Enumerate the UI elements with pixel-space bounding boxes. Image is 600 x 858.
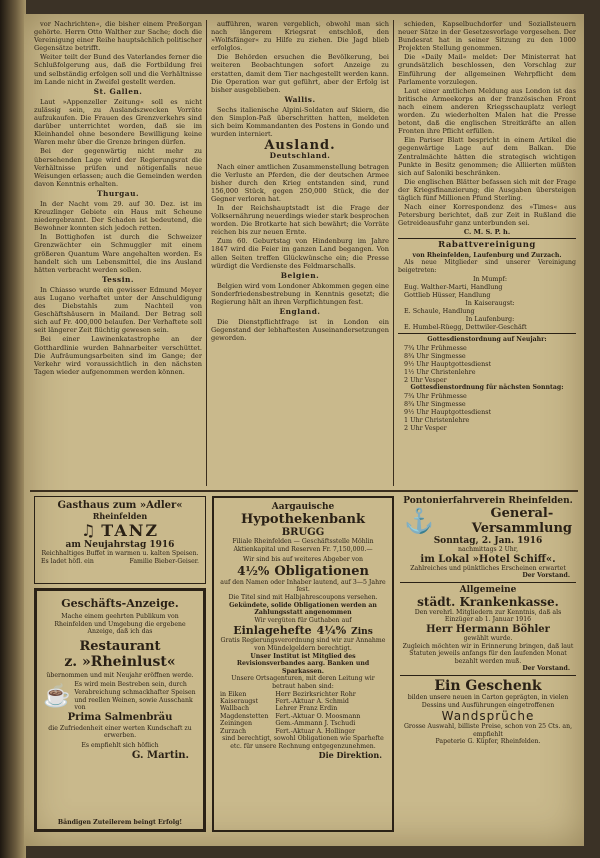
agencies-places — [220, 691, 275, 735]
article-paragraph: In der Nacht vom 29. auf 30. Dez. ist im Kreuzlinger Gebiete ein Haus mit Scheune niedergebrannt. Der Schaden ist bedeutend, die Bewohner konnten sich jedoch retten. — [34, 199, 202, 233]
article-paragraph: Die englischen Blätter befassen sich mit der Frage der Kriegsfinanzierung; die Ausgaben übersteigen täglich fünf Millionen Pfund Sterling. — [398, 177, 576, 202]
bank-product2: Einlagehefte — [233, 624, 312, 638]
agency-agent: Herr Bezirksrichter Rohr — [275, 690, 356, 698]
bank-desc5: Gratis Regierungsverordnung sind wir zur Annahme von Mündelgeldern berechtigt. — [220, 637, 386, 652]
ponton-note: Zahlreiches und pünktliches Erscheinen erwartet — [410, 564, 566, 572]
service-item: 9½ Uhr Hauptgottesdienst — [404, 359, 492, 368]
article-paragraph: In Chiasso wurde ein gewisser Edmund Meyer aus Lugano verhaftet unter der Anschuldigung des Diebstahls zum Nachteil von Geschäftshäusern in Mailand. Der Betrag soll sich auf Fr. 400,000 belaufen. Der Verhaftete soll seit längerer Zeit flüchtig gewesen sein. — [34, 285, 202, 335]
kk-title: städt. Krankenkasse. — [417, 594, 559, 609]
adler-title: Gasthaus zum »Adler« — [57, 500, 183, 511]
member-list — [398, 275, 576, 331]
bank-offer: Wir sind bis auf weiteres Abgeber von — [243, 556, 363, 564]
service-item: 1 Uhr Christenlehre — [404, 415, 470, 424]
rheinlust-head: Geschäfts-Anzeige. — [61, 597, 179, 610]
news-column-1 — [34, 20, 202, 490]
bank-rate1: 4½% — [237, 563, 270, 578]
kk-allg: Allgemeine — [459, 584, 517, 595]
adler-date: am Neujahrstag 1916 — [65, 540, 175, 550]
bank-rate2: 4¼% — [316, 624, 347, 638]
rheinlust-text2: übernommen und mit Neujahr eröffnen werde. — [46, 671, 194, 679]
ponton-date: Sonntag, 2. Jan. 1916 — [433, 536, 543, 546]
column-divider — [206, 20, 207, 486]
adler-ad — [34, 496, 206, 584]
rheinlust-name: z. »Rheinlust« — [64, 653, 176, 670]
ponton-time: nachmittags 2 Uhr, — [457, 546, 519, 553]
article-paragraph: vor Nachrichten«, die bisher einem Preßorgan gehörte. Herrn Otto Walther zur Sache; doch die Vereinigung einer Reihe hauptsächlich politischer Gegensätze betrifft. — [34, 20, 202, 53]
rheinlust-beer: Prima Salmenbräu — [67, 711, 173, 723]
article-paragraph: Zum 60. Geburtstag von Hindenburg im Jahre 1847 wird die Feier im ganzen Land begangen. Von allen Seiten treffen Glückwünsche ein; die Presse würdigt die Verdienste des Feldmarschalls. — [211, 237, 389, 270]
bank-zins: Zins — [351, 627, 373, 638]
agency-place: Kaiseraugst — [220, 697, 259, 705]
article-paragraph: Die Dienstpflichtfrage ist in London ein Gegenstand der lebhaftesten Auseinandersetzungen geworden. — [211, 318, 389, 343]
rheinlust-footer: Bändigen Zuteilerem beingt Erfolg! — [57, 819, 183, 827]
bank-product1: Obligationen — [274, 563, 369, 579]
bank-desc6: Unser Institut ist Mitglied des Revisionsverbandes aarg. Banken und Sparkassen. — [236, 652, 370, 675]
gift-wand-text: Grosse Auswahl, billiste Preise, schon von 25 Cts. an, empfiehlt — [403, 723, 573, 738]
newspaper-page — [24, 14, 584, 846]
adler-host: Familie Bieber-Geiser. — [129, 557, 199, 565]
service-item: 9½ Uhr Hauptgottesdienst — [404, 407, 492, 416]
article-paragraph: In Bottighofen ist durch die Schweizer Grenzwächter ein Schmuggler mit einem größeren Quantum Ware angehalten worden. Es handelt sich um Lebensmittel, die ins Ausland hätten verbracht werden sollen. — [34, 233, 202, 274]
article-paragraph: In der Reichshauptstadt ist die Frage der Volksernährung neuerdings wieder stark besprochen worden. Die Brotkarte hat sich bewährt; die Vorräte reichen bis zur neuen Ernte. — [211, 203, 389, 237]
kk-text2: gewählt wurde. — [463, 634, 513, 642]
section-heading: Belgien. — [280, 270, 320, 280]
bank-title: Hypothekenbank — [240, 512, 366, 527]
service-heading-newyear: Gottesdienstordnung auf Neujahr: — [427, 336, 547, 344]
agency-agent: Fert.-Aktuar A. Schmid — [275, 697, 349, 705]
rabatt-heading: Rabattvereinigung — [438, 240, 536, 251]
adler-invite: Es ladet höfl. ein — [41, 557, 94, 565]
article-paragraph: Sechs italienische Alpini-Soldaten auf Skiern, die den Simplon-Paß überschritten hatten, meldeten sich beim Kommandanten des Postens in Gondo und wurden interniert. — [211, 105, 389, 139]
agency-agent: Fert.-Aktuar A. Hollinger — [275, 727, 356, 735]
service-list-sunday — [398, 392, 576, 432]
service-list-newyear — [398, 344, 576, 384]
rheinlust-ad — [34, 588, 206, 832]
article-paragraph: Laut »Appenzeller Zeitung« soll es nicht zulässig sein, zu Auslandszwecken Vorräte aufzukaufen. Die Frauen des Grenzverkehrs sind darüber unterrichtet worden, daß sie im Kleinhandel ohne besondere Bewilligung keine Waren mehr über die Grenze bringen dürfen. — [34, 97, 202, 147]
section-heading: Deutschland. — [269, 151, 331, 161]
ads-divider — [30, 490, 578, 492]
article-paragraph: Nach einer amtlichen Zusammenstellung betragen die Verluste an Pferden, die der deutschen Armee bisher durch den Krieg entstanden sind, rund 156,000 Stück, gegen 250,000 Stück, die der Gegner verloren hat. — [211, 162, 389, 203]
section-heading: England. — [279, 307, 321, 317]
bank-capital: Aktienkapital und Reserven Fr. 7,150,000.— — [233, 545, 373, 553]
anchor-emblem-icon: ⚓ — [404, 507, 434, 535]
service-heading-sunday: Gottesdienstordnung für nächsten Sonntag: — [410, 383, 564, 391]
rheinlust-text4: die Zufriedenheit einer werten Kundschaft zu erwerben. — [48, 724, 192, 740]
service-item: 8¾ Uhr Singmesse — [404, 399, 466, 408]
kk-text: Den verehrl. Mitgliedern zur Kenntnis, daß als Einzüger ab 1. Januar 1916 — [414, 608, 562, 624]
bank-agencies-head: Unsere Ortsagenturen, mit deren Leitung wir betraut haben sind: — [231, 675, 375, 690]
article-paragraph: Die Behörden ersuchen die Bevölkerung, bei weiteren Beobachtungen sofort Anzeige zu erstatten, damit dem Tier nachgestellt werden kann. Die Operation war gut geführt, aber der Erfolg ist bisher ausgeblieben. — [211, 53, 389, 94]
kk-sign: Der Vorstand. — [522, 665, 570, 673]
agency-place: Wallbach — [220, 705, 250, 713]
article-paragraph: Nach einer Korrespondenz des »Times« aus Petersburg berichtet, daß zur Zeit in Rußland die Getreideausfuhr ganz unterbunden sei. — [398, 203, 576, 228]
bank-agencies-table — [214, 691, 392, 735]
rheinlust-intro: Mache einem geehrten Publikum von Rheinfelden und Umgebung die ergebene Anzeige, daß ich das — [54, 613, 186, 636]
agency-agent: Lehrer Franz Erdin — [275, 705, 338, 713]
article-paragraph: Die »Daily Mail« meldet: Der Ministerrat hat grundsätzlich beschlossen, den Vorschlag zur Einführung der allgemeinen Wehrpflicht dem Parlamente vorzulegen. — [398, 53, 576, 86]
rabatt-subheading: von Rheinfelden, Laufenburg und Zurzach. — [412, 251, 562, 259]
member-place: In Kaiseraugst: — [465, 299, 515, 308]
article-paragraph: Ein Pariser Blatt bespricht in einem Artikel die gegenwärtige Lage auf dem Balkan. Die Zentralmächte hätten die strategisch wichtigen Punkte in Besitz genommen; die Alliierten müßten sich auf Saloniki beschränken. — [398, 136, 576, 177]
news-column-3 — [398, 20, 576, 490]
dancing-couple-icon: ♫ — [80, 521, 96, 540]
section-heading: St. Gallen. — [93, 86, 143, 96]
agency-place: Magdenstetten — [220, 712, 269, 720]
article-paragraph: Weiter teilt der Bund des Vaterlandes ferner die Schlußfolgerung aus, daß die Fortbildung frei und selbständig erfolgen soll und die Verhältnisse im Lande nicht in Zweifel gestellt werden. — [34, 53, 202, 86]
agency-agent: Gem.-Ammann J. Tschudi — [275, 720, 356, 728]
bank-city: BRUGG — [281, 527, 325, 538]
gift-text: bilden unsere neuen in Carton geprägten, in vielen Dessins und Ausführungen eingetroffenen — [407, 693, 569, 709]
agency-agent: Fert.-Aktuar O. Moosmann — [275, 712, 361, 720]
article-paragraph: aufführen, waren vergeblich, obwohl man sich nach längerem Kriegsrat entschloß, den »Wolfsfänger« zu Hilfe zu ziehen. Die Jagd blieb erfolglos. — [211, 20, 389, 53]
section-heading: Thurgau. — [96, 188, 140, 198]
service-item: 7¾ Uhr Frühmesse — [404, 343, 467, 352]
article-paragraph: Laut einer amtlichen Meldung aus London ist das britische Armeekorps an der französischen Front nach einem anderen Kriegsschauplatz verlegt worden. Zu wiederholten Malen hat die Presse betont, daß die englischen Streitkräfte an allen Fronten ihre Pflicht erfüllen. — [398, 86, 576, 136]
adler-town: Rheinfelden — [92, 511, 148, 521]
adler-note: Reichhaltiges Buffet in warmen u. kalten Speisen. — [41, 550, 199, 557]
bank-desc1: auf den Namen oder Inhaber lautend, auf 3—5 Jahre fest. — [220, 578, 386, 594]
kk-text3: Zugleich möchten wir in Erinnerung bringen, daß laut Statuten jeweils anfangs für den laufenden Monat bezahlt werden muß. — [402, 642, 574, 665]
article-paragraph: Bei der gegenwärtig nicht mehr zu übersehenden Lage wird der Regierungsrat die Verhältnisse prüfen und nötigenfalls neue Weisungen erlassen; auch die Gemeinden werden davon Kenntnis erhalten. — [34, 147, 202, 188]
bank-ad — [212, 496, 394, 832]
service-item: 1½ Uhr Christenlehre — [404, 367, 476, 376]
article-paragraph: Bei einer Lawinenkatastrophe an der Gotthardlinie wurden Bahnarbeiter verschüttet. Die Aufräumungsarbeiten sind im Gange; der Verkehr wird voraussichtlich in den nächsten Tagen wieder aufgenommen werden können. — [34, 335, 202, 376]
bank-sign: Die Direktion. — [318, 750, 382, 761]
rheinlust-restaurant: Restaurant — [79, 638, 161, 654]
ponton-sign: Der Vorstand. — [522, 572, 570, 580]
rabatt-intro: Als neue Mitglieder sind unserer Vereinigung beigetreten: — [398, 259, 576, 274]
bank-pre: Aargauische — [271, 502, 335, 512]
member-place: In Laufenburg: — [465, 315, 515, 324]
rheinlust-greet: Es empfiehlt sich höflich — [81, 741, 159, 749]
rheinlust-owner: G. Martin. — [131, 749, 189, 761]
column-divider — [393, 20, 394, 486]
service-item: 8¾ Uhr Singmesse — [404, 351, 466, 360]
article-paragraph: Belgien wird vom Londoner Abkommen gegen eine Sonderfriedensbestrebung in Kenntnis gesetzt; die Regierung hält an ihren Verpflichtungen fest. — [211, 281, 389, 306]
binding-spine — [0, 0, 26, 858]
ponton-ad — [400, 496, 576, 832]
agency-place: Zeiningen — [220, 720, 253, 728]
foreign-news-heading: Ausland. — [264, 138, 336, 154]
agencies-agents — [275, 691, 386, 735]
agency-place: Zurzach — [220, 727, 247, 735]
gift-wand: Wandsprüche — [441, 709, 535, 724]
member-name: E. Humbel-Rüegg, Dettwiler-Geschäft — [404, 323, 527, 332]
member-name: Eug. Walther-Marti, Handlung — [404, 283, 503, 292]
service-item: 7¾ Uhr Frühmesse — [404, 391, 467, 400]
ponton-versamm: Versammlung — [471, 521, 572, 536]
service-item: 2 Uhr Vesper — [404, 423, 447, 432]
member-place: In Mumpf: — [472, 275, 507, 284]
section-heading: Wallis. — [284, 94, 316, 104]
bank-desc7: sind berechtigt, sowohl Obligationen wie Sparhefte etc. für unsere Rechnung entgegenzunehmen. — [222, 734, 384, 750]
ponton-title: Pontonierfahrverein Rheinfelden. — [403, 496, 573, 506]
article-paragraph: schieden, Kapselbuchdorfer und Soziallsteuern neuer Sätze in der Gesetzesvorlage vorgesehen. Der Bundesrat hat in seiner Sitzung zu den 1000 Projekten Stellung genommen. — [398, 20, 576, 53]
beer-mug-icon: ☕ — [43, 684, 71, 710]
ponton-place: im Lokal »Hotel Schiff«. — [420, 553, 556, 565]
author-signature: C. M. S. P. h. — [463, 228, 511, 237]
adler-tanz: TANZ — [101, 521, 160, 540]
member-name: E. Schaule, Handlung — [404, 307, 475, 316]
section-heading: Tessin. — [102, 274, 134, 284]
bank-desc2: Die Titel sind mit Halbjahrescoupons versehen. — [228, 593, 378, 601]
rheinlust-text3: Es wird mein Bestreben sein, durch Verabreichung schmackhafter Speisen und reellen Weinen, sowie Ausschank von — [74, 681, 196, 712]
agency-place: in Eiken — [220, 690, 247, 698]
member-name: Gottlieb Hüsser, Handlung — [404, 291, 491, 300]
gift-wand-sign: Papeterie G. Küpfer, Rheinfelden. — [435, 738, 541, 746]
ponton-gen: General- — [490, 506, 554, 521]
kk-herr: Herr Hermann Böhler — [426, 623, 550, 635]
gift-title: Ein Geschenk — [434, 677, 542, 694]
bank-desc3: Gekündete, solide Obligationen werden an Zahlungsstatt angenommen — [229, 601, 377, 617]
bank-desc4: Wir vergüten für Guthaben auf — [254, 616, 352, 624]
news-column-2 — [211, 20, 389, 490]
service-item: 2 Uhr Vesper — [404, 375, 447, 384]
bank-branches: Filiale Rheinfelden — Geschäftsstelle Möhlin — [232, 538, 374, 545]
